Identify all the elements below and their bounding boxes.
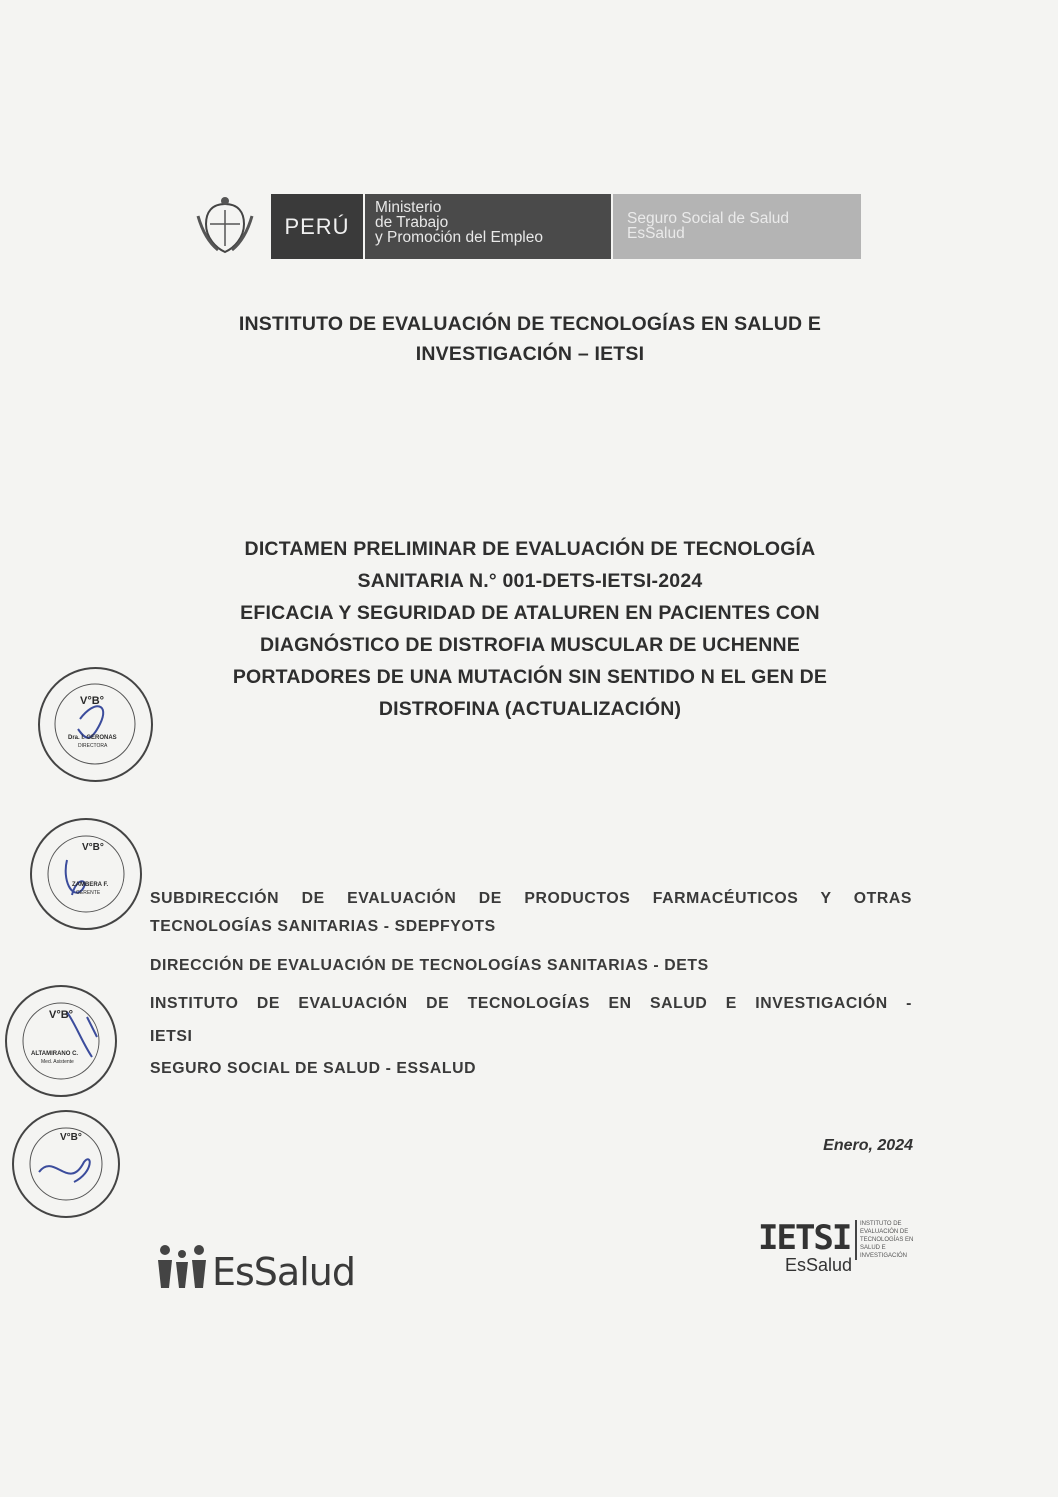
stamp-role: DIRECTORA <box>78 743 108 749</box>
report-date: Enero, 2024 <box>823 1137 913 1154</box>
institute-title-line: INSTITUTO DE EVALUACIÓN DE TECNOLOGÍAS EN SALUD E <box>238 313 822 335</box>
stamp-vb: V°B° <box>60 1132 82 1143</box>
stamp-name: ZAMBERA F. <box>72 882 109 888</box>
peru-logo-block <box>271 194 363 259</box>
peru-coat-of-arms-icon <box>192 196 258 258</box>
stamp-role: Med. Asistente <box>41 1059 74 1065</box>
seguro-social-logo-block <box>613 194 861 259</box>
stamp-vb: V°B° <box>80 695 105 707</box>
seguro-line: EsSalud <box>627 225 685 242</box>
report-title-line: DICTAMEN PRELIMINAR DE EVALUACIÓN DE TECNOLOGÍA <box>244 538 816 560</box>
report-title-line: DIAGNÓSTICO DE DISTROFIA MUSCULAR DE UCHENNE <box>259 634 800 656</box>
author-ietsi-line1: INSTITUTO DE EVALUACIÓN DE TECNOLOGÍAS EN SALUD E INVESTIGACIÓN - <box>150 995 912 1012</box>
ministry-line: de Trabajo <box>375 214 449 231</box>
ministry-line: Ministerio <box>375 199 442 216</box>
ministry-line: y Promoción del Empleo <box>375 229 543 246</box>
institute-title <box>120 309 940 369</box>
author-sdepfyots-line2: TECNOLOGÍAS SANITARIAS - SDEPFYOTS <box>150 918 496 935</box>
author-essalud: SEGURO SOCIAL DE SALUD - ESSALUD <box>150 1060 477 1077</box>
essalud-logo-text: EsSalud <box>212 1250 355 1294</box>
ietsi-note-line: TECNOLOGÍAS EN <box>860 1237 914 1243</box>
approval-stamp <box>30 818 142 930</box>
approval-stamp <box>38 667 153 782</box>
peru-label: PERÚ <box>284 213 350 239</box>
author-sdepfyots-line1: SUBDIRECCIÓN DE EVALUACIÓN DE PRODUCTOS FARMACÉUTICOS Y OTRAS <box>150 890 912 907</box>
ietsi-note-line: EVALUACIÓN DE <box>860 1229 909 1235</box>
ietsi-note-line: INVESTIGACIÓN <box>860 1253 908 1259</box>
essalud-family-icon <box>155 1242 213 1297</box>
stamp-vb: V°B° <box>82 842 104 853</box>
report-title-line: PORTADORES DE UNA MUTACIÓN SIN SENTIDO N EL GEN DE <box>232 666 828 688</box>
ietsi-logo-sub: EsSalud <box>785 1255 853 1275</box>
institute-title-line: INVESTIGACIÓN – IETSI <box>415 343 645 365</box>
seguro-line: Seguro Social de Salud <box>627 210 790 227</box>
ietsi-note-line: SALUD E <box>860 1245 886 1251</box>
author-ietsi-line2: IETSI <box>150 1028 193 1045</box>
ministry-logo-block <box>365 194 611 259</box>
stamp-vb: V°B° <box>49 1009 74 1021</box>
ietsi-note-line: INSTITUTO DE <box>860 1221 902 1227</box>
report-title-line: EFICACIA Y SEGURIDAD DE ATALUREN EN PACIENTES CON <box>240 602 820 624</box>
report-title-line: DISTROFINA (ACTUALIZACIÓN) <box>378 698 682 720</box>
approval-stamp <box>5 985 117 1097</box>
ietsi-logo-note <box>855 1220 930 1260</box>
author-dets: DIRECCIÓN DE EVALUACIÓN DE TECNOLOGÍAS SANITARIAS - DETS <box>150 957 709 974</box>
stamp-role: GERENTE <box>76 890 101 896</box>
stamp-name: Dra. I. GERONAS <box>68 735 117 741</box>
ietsi-logo-text: IETSI <box>758 1218 851 1258</box>
stamp-name: ALTAMIRANO C. <box>31 1051 79 1057</box>
approval-stamp <box>12 1110 120 1218</box>
report-title-line: SANITARIA N.° 001-DETS-IETSI-2024 <box>357 570 703 592</box>
report-title <box>120 533 940 725</box>
